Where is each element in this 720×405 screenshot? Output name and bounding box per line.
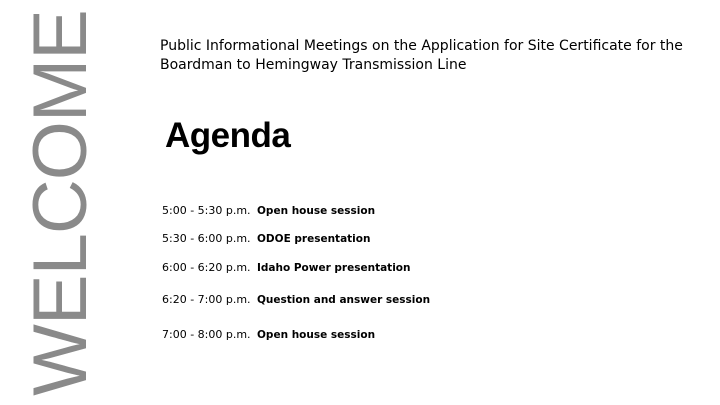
page-title: Public Informational Meetings on the Application for Site Certificate for the Boardman to Hemingway Transmission Line: [160, 38, 683, 73]
agenda-time: 5:30 - 6:00 p.m.: [162, 232, 251, 245]
agenda-time: 6:00 - 6:20 p.m.: [162, 261, 251, 274]
agenda-activity: ODOE presentation: [257, 233, 371, 245]
agenda-time: 5:00 - 5:30 p.m.: [162, 204, 251, 217]
agenda-activity: Open house session: [257, 205, 376, 217]
agenda-activity: Idaho Power presentation: [257, 262, 411, 274]
agenda-time: 7:00 - 8:00 p.m.: [162, 328, 251, 341]
agenda-activity: Open house session: [257, 329, 376, 341]
agenda-time: 6:20 - 7:00 p.m.: [162, 293, 251, 306]
agenda-activity: Question and answer session: [257, 294, 431, 306]
welcome-text: WELCOME: [18, 10, 103, 396]
agenda-heading: Agenda: [165, 116, 291, 155]
welcome-banner: [18, 10, 103, 396]
